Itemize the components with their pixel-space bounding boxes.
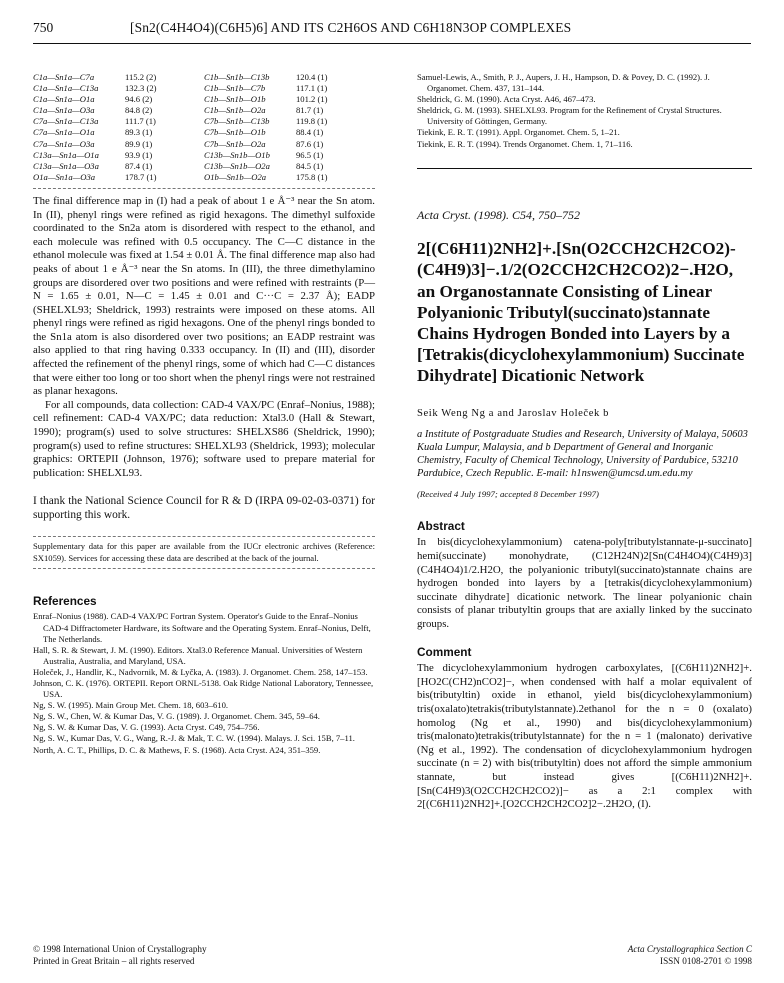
angle-value: 101.2 (1): [296, 94, 328, 105]
reference-item: North, A. C. T., Phillips, D. C. & Mathews, F. S. (1968). Acta Cryst. A24, 351–359.: [33, 744, 321, 755]
angle-label: C13a—Sn1a—O3a: [33, 160, 99, 171]
references-list: [33, 611, 375, 755]
angle-value: 89.9 (1): [125, 138, 153, 149]
reference-item: Samuel-Lewis, A., Smith, P. J., Aupers, J. H., Hampson, D. & Povey, D. C. (1992). J. Organomet. Chem. 437, 131–144.: [417, 72, 710, 94]
reference-item: Ng, S. W. (1995). Main Group Met. Chem. 18, 603–610.: [33, 700, 229, 711]
copyright: © 1998 International Union of Crystallography: [33, 944, 207, 954]
angle-value: 117.1 (1): [296, 83, 328, 94]
table-row: [204, 172, 371, 183]
angle-label: C13a—Sn1a—O1a: [33, 149, 99, 160]
angle-value: 84.8 (2): [125, 105, 153, 116]
abstract-heading: Abstract: [417, 518, 465, 533]
angle-value: 178.7 (1): [125, 171, 157, 182]
angle-value: 84.5 (1): [296, 160, 324, 171]
reference-item: Hall, S. R. & Stewart, J. M. (1990). Editors. Xtal3.0 Reference Manual. Universities of Western Australia, Australia, and Maryland, USA.: [33, 644, 363, 666]
comment-text: The dicyclohexylammonium hydrogen carboxylates, [(C6H11)2NH2]+.[HO2C(CH2)nCO2]−, when condensed with half a molar equivalent of bis(tributyltin) oxide in ethanol, yield bis(dicyclohexylammonium) tris(oxalato)tetrakis(tributylstannate).2ethanol for the n = 0 (oxalato) homolog (Ng et al., 1990) and bis(dicyclohexylammonium) tris(malonato)tetrakis(tributylstannate) for the n = 1 (malonato) derivative (Ng et al., 1992). The condensation of dicyclohexylammonium hydrogen succinate (n = 2) with bis(tributyltin) does not afford the simple ammonium stannate, but instead gives [(C6H11)2NH2]+.[Sn(C4H9)3(O2CCH2CH2CO2)]− as a 2:1 complex with 2[(C6H11)2NH2]+.[O2CCH2CH2CO2]2−.2H2O, (I).: [417, 662, 752, 811]
table-row: [204, 127, 371, 138]
table-row: [204, 139, 371, 150]
page-number: 750: [33, 20, 54, 35]
table-row: [33, 116, 200, 127]
table-rule: [33, 188, 375, 189]
angle-value: 115.2 (2): [125, 72, 157, 82]
reference-item: Enraf–Nonius (1988). CAD-4 VAX/PC Fortran System. Operator's Guide to the Enraf–Nonius CAD-4 Diffractometer Hardware, its Software and the Operating System. Enraf–Nonius, Delft, The Netherlands.: [33, 611, 371, 644]
journal-name: Acta Crystallographica Section C: [627, 944, 752, 954]
angle-label: C1b—Sn1b—C7b: [204, 83, 266, 94]
table-row: [204, 94, 371, 105]
reference-item: Ng, S. W., Chen, W. & Kumar Das, V. G. (1989). J. Organomet. Chem. 345, 59–64.: [33, 711, 320, 722]
reference-item: Sheldrick, G. M. (1993). SHELXL93. Program for the Refinement of Crystal Structures. University of Göttingen, Germany.: [417, 105, 722, 127]
table-row: [33, 105, 200, 116]
angle-label: C7b—Sn1b—O2a: [204, 138, 266, 149]
running-title: [Sn2(C4H4O4)(C6H5)6] AND ITS C2H6OS AND C6H18N3OP COMPLEXES: [130, 20, 572, 35]
abstract-text: In bis(dicyclohexylammonium) catena-poly[tributylstannate-μ-succinato] hemi(succinate) monohydrate, (C12H24N)2[Sn(C4H4O4)(C4H9)3](C4H4O4)1/2.H2O, the polyanionic tributyl(succinato)stannate chains are hydrogen bonded into layers by a [tetrakis(dicyclohexylammonium) succinate dihydrate] dicationic network. The linear polyanionic chain consists of planar tributyltin groups that are axially linked by the succinato groups.: [417, 536, 752, 631]
authors: Seik Weng Ng a and Jaroslav Holeček b: [417, 407, 610, 419]
supp-rule-top: [33, 536, 375, 537]
angle-label: C1a—Sn1a—O1a: [33, 94, 95, 105]
article-citation: Acta Cryst. (1998). C54, 750–752: [417, 207, 580, 222]
table-row: [204, 116, 371, 127]
angle-value: 132.3 (2): [125, 83, 157, 94]
angle-value: 119.8 (1): [296, 116, 328, 127]
journal-footer: [417, 943, 752, 967]
geometry-table: [33, 72, 375, 183]
angle-value: 89.3 (1): [125, 127, 153, 138]
article-title: 2[(C6H11)2NH2]+.[Sn(O2CCH2CH2CO2)-(C4H9)3]−.1/2(O2CCH2CH2CO2)2−.H2O, an Organostannate Consisting of Linear Polyanionic Tributyl(succinato)stannate Chains Hydrogen Bonded into Layers by a [Tetrakis(dicyclohexylammonium) Succinate Dihydrate] Dicationic Network: [417, 239, 745, 386]
received-dates: (Received 4 July 1997; accepted 8 December 1997): [417, 489, 599, 500]
table-row: [204, 72, 371, 83]
table-row: [33, 139, 200, 150]
reference-item: Tiekink, E. R. T. (1991). Appl. Organomet. Chem. 5, 1–21.: [417, 127, 620, 138]
article-rule: [417, 168, 752, 169]
angle-value: 87.6 (1): [296, 138, 324, 149]
affiliation: a Institute of Postgraduate Studies and Research, University of Malaya, 50603 Kuala Lumpur, Malaysia, and b Department of General and Inorganic Chemistry, Faculty of Chemical Technology, University of Pardubice, 53210 Pardubice, Czech Republic. E-mail: h1nswen@umcsd.um.edu.my: [417, 429, 748, 480]
software-paragraph: For all compounds, data collection: CAD-4 VAX/PC (Enraf–Nonius, 1988); cell refinement: CAD-4 VAX/PC; data reduction: Xtal3.0 (Hall & Stewart, 1990); program(s) used to solve structures: SHELXS86 (Sheldrick, 1990); program(s) used to refine structures: SHELXL93 (Sheldrick, 1993); molecular graphics: ORTEPII (Johnson, 1976); software used to prepare material for publication: SHELXL93.: [33, 398, 375, 479]
references-list-continued: [417, 72, 752, 150]
table-row: [204, 105, 371, 116]
table-row: [33, 161, 200, 172]
reference-item: Holeček, J., Handlir, K., Nadvornik, M. & Lyčka, A. (1983). J. Organomet. Chem. 258, 147–153.: [33, 666, 368, 677]
reference-item: Sheldrick, G. M. (1990). Acta Cryst. A46, 467–473.: [417, 94, 596, 105]
reference-item: Ng, S. W. & Kumar Das, V. G. (1993). Acta Cryst. C49, 754–756.: [33, 722, 260, 733]
angle-label: C1a—Sn1a—C13a: [33, 83, 99, 94]
table-row: [204, 150, 371, 161]
angle-label: C1a—Sn1a—C7a: [33, 72, 95, 82]
printed-note: Printed in Great Britain – all rights reserved: [33, 956, 195, 966]
table-row: [204, 83, 371, 94]
angle-label: O1b—Sn1b—O2a: [204, 171, 267, 182]
right-column: [417, 72, 752, 812]
references-heading: References: [33, 593, 97, 608]
angle-label: C7a—Sn1a—O1a: [33, 127, 95, 138]
table-row: [33, 172, 200, 183]
angle-label: C1b—Sn1b—O1b: [204, 94, 266, 105]
angle-label: C7a—Sn1a—O3a: [33, 138, 95, 149]
reference-item: Johnson, C. K. (1976). ORTEPII. Report ORNL-5138. Oak Ridge National Laboratory, Tennessee, USA.: [33, 677, 374, 700]
angle-label: C7b—Sn1b—C13b: [204, 116, 270, 127]
acknowledgement: I thank the National Science Council for R & D (IRPA 09-02-03-0371) for supporting this work.: [33, 495, 375, 522]
table-row: [33, 72, 200, 83]
angle-label: C1b—Sn1b—O2a: [204, 105, 266, 116]
reference-item: Tiekink, E. R. T. (1994). Trends Organomet. Chem. 1, 71–116.: [417, 138, 633, 149]
methods-paragraph: The final difference map in (I) had a peak of about 1 e Å⁻³ near the Sn atom. In (II), phenyl rings were refined as rigid hexagons. The dimethyl sulfoxide coordinated to the Sn2a atom is disordered with respect to the ethanol, and each molecule was refined with 0.5 occupancy. The C—C distance in the ethanol molecule was fixed at 1.54 ± 0.01 Å. The final difference map also had peaks of about 1 e Å⁻³ near the Sn atoms. In (III), the three dimethylamino groups are disordered over two positions and were refined with restraints (P—N = 1.65 ± 0.01, N—C = 1.45 ± 0.01 and C···C = 2.37 Å); EADP (SHELXL93; Sheldrick, 1993) restraints were imposed on these atoms. All phenyl rings were refined as rigid hexagons. One of the phenyl rings bonded to the Sn1a atom is also disordered over two positions; an EADP restraint was also applied to that ring having 0.333 occupancy. In (II) and (III), disorder affected the refinement of the phenyl rings, some of which had C—C distances that were either too long or too short when the phenyl rings were not restrained as planar hexagons.: [33, 194, 375, 398]
running-header: [33, 20, 751, 42]
table-row: [33, 94, 200, 105]
issn: ISSN 0108-2701 © 1998: [660, 956, 752, 966]
supplementary-note: Supplementary data for this paper are available from the IUCr electronic archives (Reference: SX1059). Services for accessing these data are described at the back of the journal.: [33, 541, 375, 563]
angle-label: C13b—Sn1b—O2a: [204, 160, 270, 171]
angle-label: O1a—Sn1a—O3a: [33, 171, 96, 182]
comment-heading: Comment: [417, 644, 472, 659]
geometry-table-left: [33, 72, 200, 183]
angle-label: C7a—Sn1a—C13a: [33, 116, 99, 127]
angle-value: 111.7 (1): [125, 116, 156, 127]
angle-value: 96.5 (1): [296, 149, 324, 160]
geometry-table-right: [204, 72, 371, 183]
angle-value: 175.8 (1): [296, 171, 328, 182]
header-rule: [33, 43, 751, 44]
angle-value: 81.7 (1): [296, 105, 324, 116]
angle-label: C7b—Sn1b—O1b: [204, 127, 266, 138]
angle-value: 93.9 (1): [125, 149, 153, 160]
reference-item: Ng, S. W., Kumar Das, V. G., Wang, R.-J. & Mak, T. C. W. (1994). Malays. J. Sci. 15B, 7–11.: [33, 733, 355, 744]
supp-rule-bottom: [33, 568, 375, 569]
table-row: [33, 83, 200, 94]
left-column: [33, 72, 375, 756]
angle-value: 120.4 (1): [296, 72, 328, 82]
angle-value: 87.4 (1): [125, 160, 153, 171]
angle-label: C1a—Sn1a—O3a: [33, 105, 95, 116]
copyright-block: [33, 943, 375, 967]
angle-value: 94.6 (2): [125, 94, 153, 105]
angle-label: C1b—Sn1b—C13b: [204, 72, 270, 82]
angle-label: C13b—Sn1b—O1b: [204, 149, 270, 160]
table-row: [204, 161, 371, 172]
table-row: [33, 127, 200, 138]
table-row: [33, 150, 200, 161]
angle-value: 88.4 (1): [296, 127, 324, 138]
